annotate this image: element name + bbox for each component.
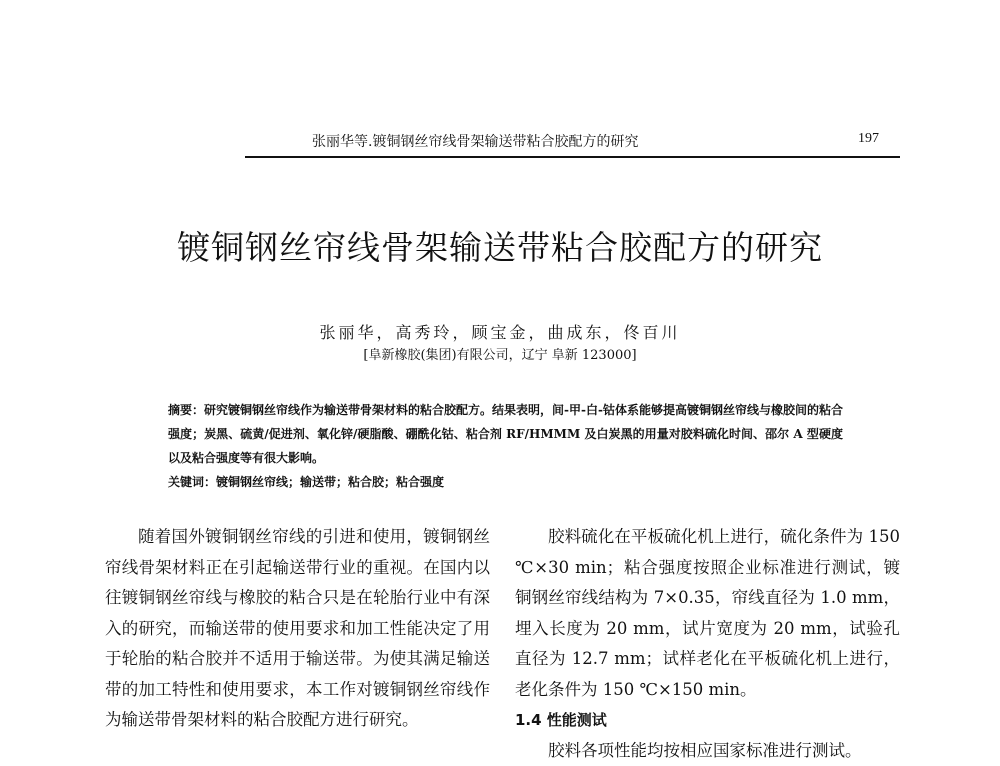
abstract-label: 摘要： [168, 403, 204, 417]
abstract [168, 398, 843, 470]
right-column [515, 522, 900, 766]
header-rule [245, 156, 900, 158]
section-heading: 1.4 性能测试 [515, 705, 900, 736]
keywords-label: 关键词： [168, 475, 216, 489]
affiliation: [阜新橡胶(集团)有限公司，辽宁 阜新 123000] [0, 344, 1000, 363]
abstract-block [168, 398, 843, 494]
page-number: 197 [858, 131, 879, 147]
authors: 张丽华，高秀玲，顾宝金，曲成东，佟百川 [0, 320, 1000, 343]
left-column [105, 522, 490, 736]
running-title: 张丽华等.镀铜钢丝帘线骨架输送带粘合胶配方的研究 [312, 131, 638, 151]
keywords-text: 镀铜钢丝帘线；输送带；粘合胶；粘合强度 [216, 475, 444, 489]
paper-title: 镀铜钢丝帘线骨架输送带粘合胶配方的研究 [0, 222, 1000, 269]
intro-paragraph: 随着国外镀铜钢丝帘线的引进和使用，镀铜钢丝帘线骨架材料正在引起输送带行业的重视。在国内以往镀铜钢丝帘线与橡胶的粘合只是在轮胎行业中有深入的研究，而输送带的使用要求和加工性能决定了用于轮胎的粘合胶并不适用于输送带。为使其满足输送带的加工特性和使用要求，本工作对镀铜钢丝帘线作为输送带骨架材料的粘合胶配方进行研究。 [105, 522, 490, 736]
testing-paragraph: 胶料各项性能均按相应国家标准进行测试。 [515, 736, 900, 766]
keywords [168, 470, 843, 494]
vulcanization-paragraph: 胶料硫化在平板硫化机上进行，硫化条件为 150 ℃×30 min；粘合强度按照企业标准进行测试，镀铜钢丝帘线结构为 7×0.35，帘线直径为 1.0 mm，埋入长度为 20 mm，试片宽度为 20 mm，试验孔直径为 12.7 mm；试样老化在平板硫化机上进行，老化条件为 150 ℃×150 min。 [515, 522, 900, 705]
abstract-text: 研究镀铜钢丝帘线作为输送带骨架材料的粘合胶配方。结果表明，间-甲-白-钴体系能够提高镀铜钢丝帘线与橡胶间的粘合强度；炭黑、硫黄/促进剂、氧化锌/硬脂酸、硼酰化钴、粘合剂 RF/HMMM 及白炭黑的用量对胶料硫化时间、邵尔 A 型硬度以及粘合强度等有很大影响。 [168, 403, 843, 465]
